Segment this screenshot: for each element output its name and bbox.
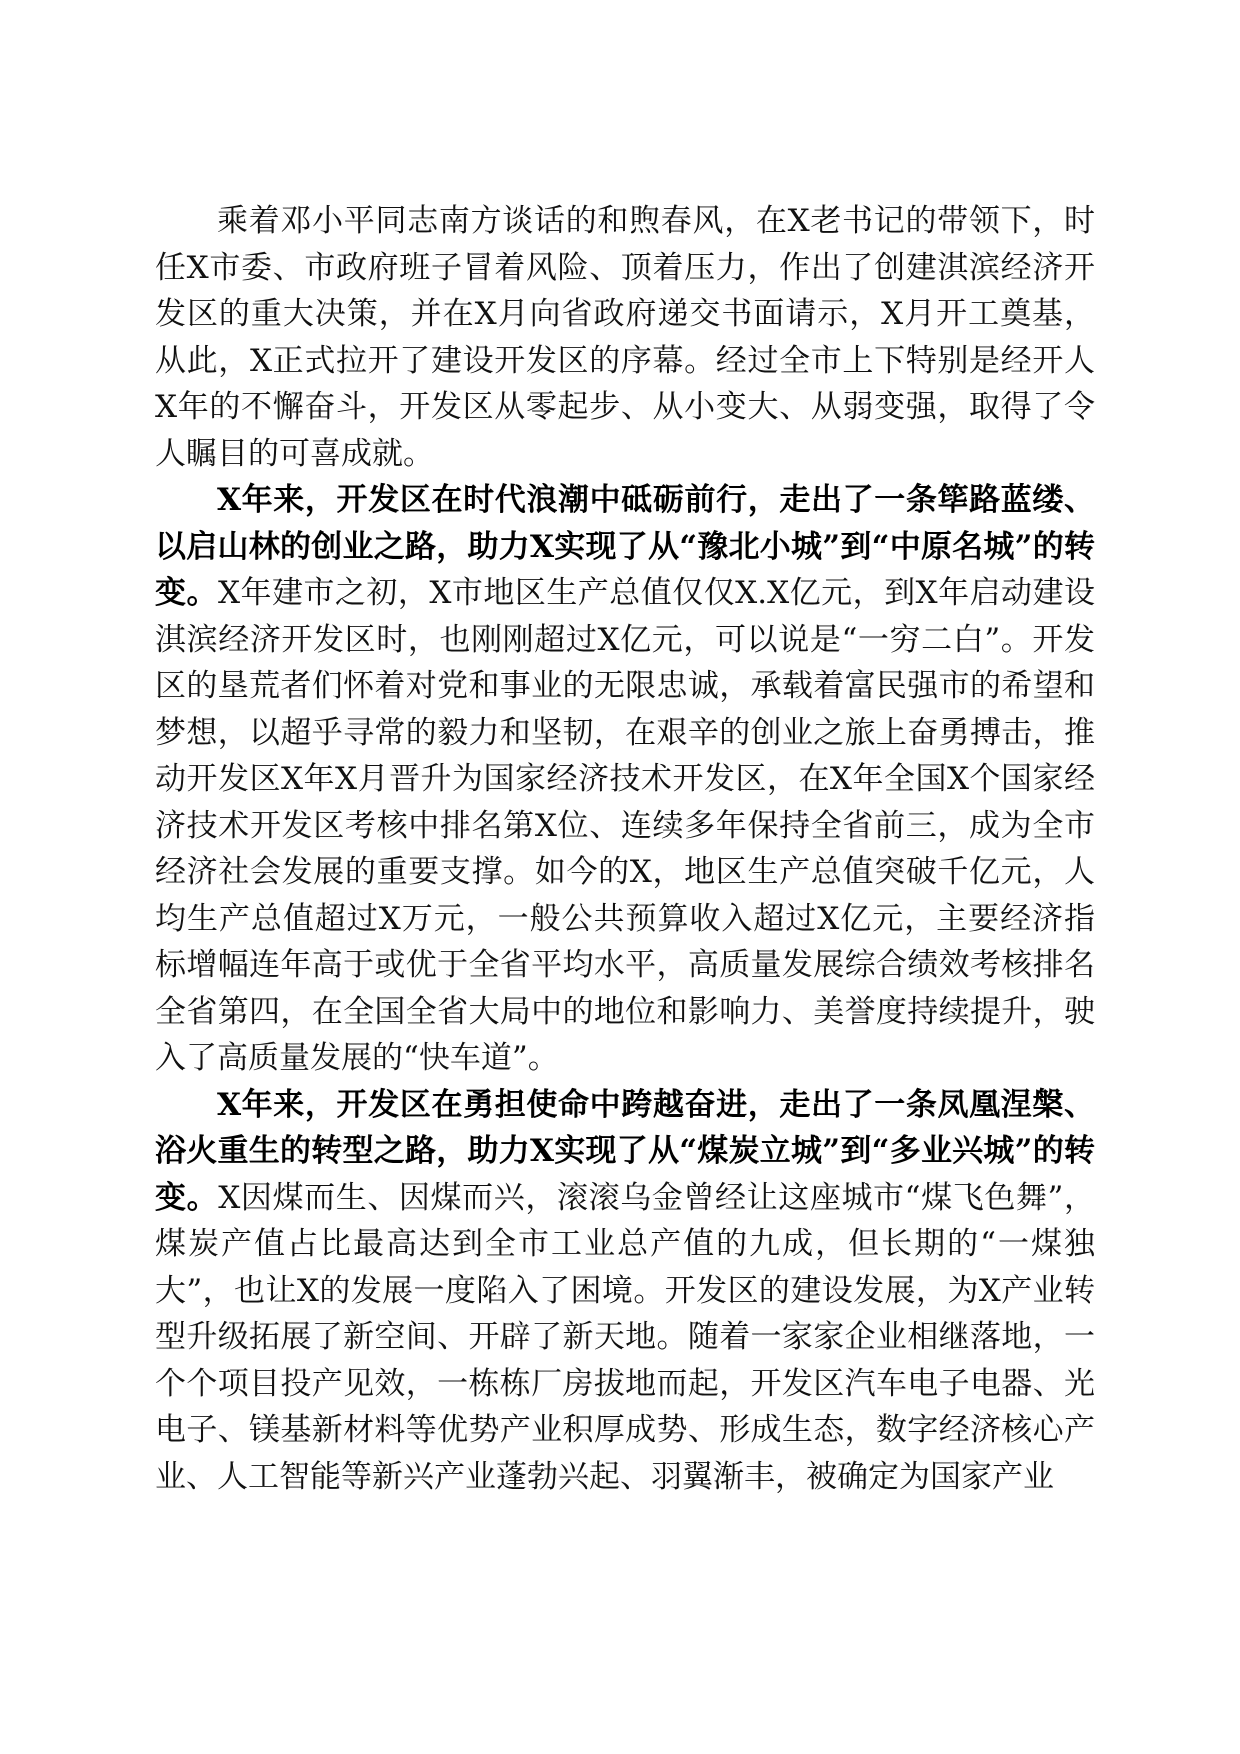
paragraph-body: 乘着邓小平同志南方谈话的和煦春风，在X老书记的带领下，时任X市委、市政府班子冒着风险、顶着压力，作出了创建淇滨经济开发区的重大决策，并在X月向省政府递交书面请示，X月开工奠基，从此，X正式拉开了建设开发区的序幕。经过全市上下特别是经开人X年的不懈奋斗，开发区从零起步、从小变大、从弱变强，取得了令人瞩目的可喜成就。 — [155, 203, 1095, 472]
paragraph-1 — [155, 198, 1095, 477]
paragraph-body: X年建市之初，X市地区生产总值仅仅X.X亿元，到X年启动建设淇滨经济开发区时，也刚刚超过X亿元，可以说是“一穷二白”。开发区的垦荒者们怀着对党和事业的无限忠诚，承载着富民强市的希望和梦想，以超乎寻常的毅力和坚韧，在艰辛的创业之旅上奋勇搏击，推动开发区X年X月晋升为国家经济技术开发区，在X年全国X个国家经济技术开发区考核中排名第X位、连续多年保持全省前三，成为全市经济社会发展的重要支撑。如今的X，地区生产总值突破千亿元，人均生产总值超过X万元，一般公共预算收入超过X亿元，主要经济指标增幅连年高于或优于全省平均水平，高质量发展综合绩效考核排名全省第四，在全国全省大局中的地位和影响力、美誉度持续提升，驶入了高质量发展的“快车道”。 — [155, 575, 1095, 1076]
paragraph-3 — [155, 1082, 1095, 1501]
paragraph-2 — [155, 477, 1095, 1082]
paragraph-lead: X年来，开发区在勇担使命中跨越奋进，走出了一条凤凰涅槃、浴火重生的转型之路，助力X实现了从“煤炭立城”到“多业兴城”的转变。 — [155, 1086, 1095, 1216]
body-text — [155, 198, 1095, 1500]
paragraph-body: X因煤而生、因煤而兴，滚滚乌金曾经让这座城市“煤飞色舞”，煤炭产值占比最高达到全市工业总产值的九成，但长期的“一煤独大”，也让X的发展一度陷入了困境。开发区的建设发展，为X产业转型升级拓展了新空间、开辟了新天地。随着一家家企业相继落地，一个个项目投产见效，一栋栋厂房拔地而起，开发区汽车电子电器、光电子、镁基新材料等优势产业积厚成势、形成生态，数字经济核心产业、人工智能等新兴产业蓬勃兴起、羽翼渐丰，被确定为国家产业 — [155, 1179, 1096, 1495]
paragraph-lead: X年来，开发区在时代浪潮中砥砺前行，走出了一条筚路蓝缕、以启山林的创业之路，助力X实现了从“豫北小城”到“中原名城”的转变。 — [155, 482, 1095, 611]
